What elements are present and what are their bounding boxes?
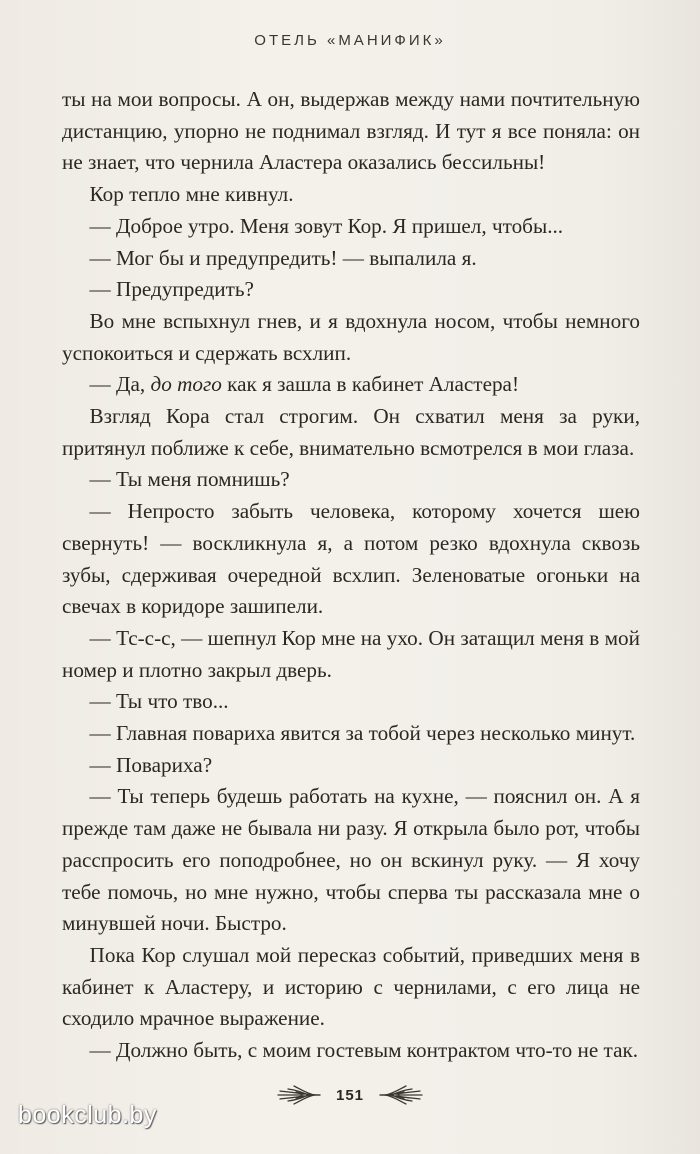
- paragraph: — Должно быть, с моим гостевым контрактом что-то не так.: [89, 1038, 639, 1063]
- ornament-left-icon: [274, 1083, 322, 1107]
- paragraph: — Ты что тво...: [89, 689, 229, 714]
- paragraph: — Повариха?: [89, 752, 213, 777]
- paragraph: — Мог бы и предупредить! — выпалила я.: [89, 245, 477, 270]
- italic-run: до того: [150, 372, 222, 397]
- paragraph: Кор тепло мне кивнул.: [89, 182, 294, 207]
- paragraph: — Главная повариха явится за тобой через несколько минут.: [89, 721, 636, 746]
- running-header: ОТЕЛЬ «МАНИФИК»: [254, 32, 446, 49]
- paragraph: — Тс-с-с, — шепнул Кор мне на ухо. Он затащил меня в мой номер и плотно закрыл дверь.: [62, 625, 640, 682]
- paragraph: — Непросто забыть человека, которому хочется шею свернуть! — воскликнула я, а потом резко вдохнула сквозь зубы, сдерживая очередной всхлип. Зеленоватые огоньки на свечах в коридоре зашипели.: [62, 499, 640, 619]
- page-number: 151: [335, 1086, 365, 1104]
- paragraph: — Предупредить?: [89, 277, 254, 302]
- paragraph: — Доброе утро. Меня зовут Кор. Я пришел, чтобы...: [89, 213, 564, 238]
- body-text: [62, 84, 640, 1067]
- text-run: как я зашла в кабинет Аластера!: [221, 372, 520, 397]
- text-run: — Да,: [89, 372, 151, 397]
- ornament-right-icon: [378, 1083, 426, 1107]
- paragraph: Взгляд Кора стал строгим. Он схватил меня за руки, притянул поближе к себе, внимательно всмотрелся в мои глаза.: [62, 404, 640, 460]
- paragraph: Во мне вспыхнул гнев, и я вдохнула носом, чтобы немного успокоиться и сдержать всхлип.: [62, 308, 640, 365]
- paragraph-with-italic: [62, 369, 640, 401]
- watermark: bookclub.by: [18, 1101, 157, 1129]
- paragraph: — Ты теперь будешь работать на кухне, — пояснил он. А я прежде там даже не бывала ни разу. Я открыла было рот, чтобы расспросить его поподробнее, но он вскинул руку. — Я хочу тебе помочь, но мне нужно, чтобы сперва ты рассказала мне о минувшей ночи. Быстро.: [62, 784, 640, 936]
- paragraph: — Ты меня помнишь?: [89, 467, 290, 492]
- paragraph: Пока Кор слушал мой пересказ событий, приведших меня в кабинет к Аластеру, и историю с чернилами, с его лица не сходило мрачное выражение.: [62, 942, 640, 1031]
- paragraph: ты на мои вопросы. А он, выдержав между нами почтительную дистанцию, упорно не поднимал взгляд. И тут я все поняла: он не знает, что чернила Аластера оказались бессильны!: [62, 87, 640, 175]
